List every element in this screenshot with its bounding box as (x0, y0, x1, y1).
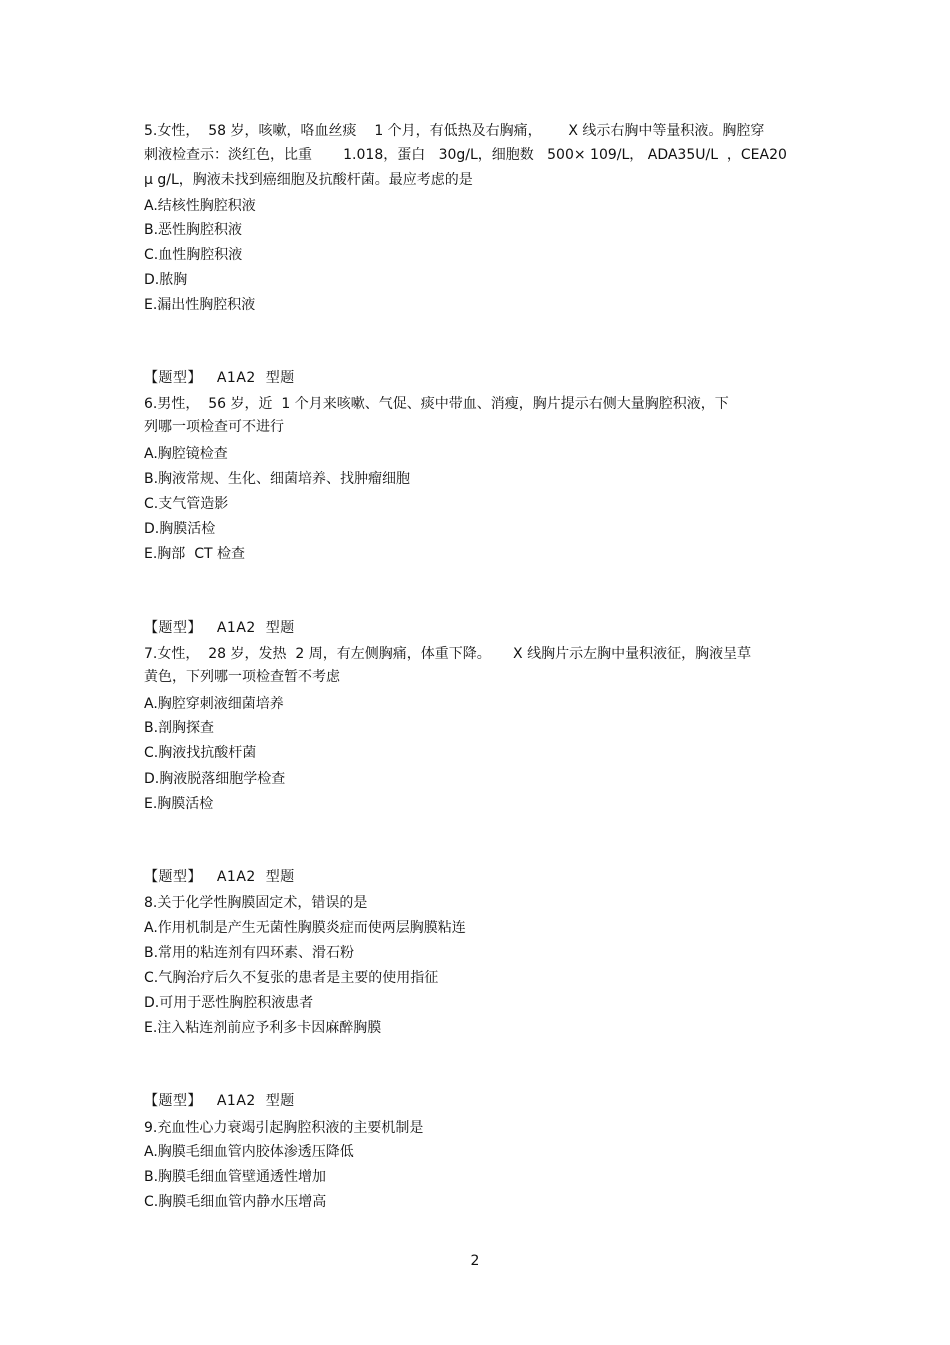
option-a: A.结核性胸腔积液 (144, 198, 256, 214)
option-b: B.胸膜毛细血管壁通透性增加 (144, 1169, 327, 1185)
option-c: C.支气管造影 (144, 496, 229, 512)
option-d: D.可用于恶性胸腔积液患者 (144, 995, 314, 1011)
option-d: D.脓胸 (144, 272, 188, 288)
option-a: A.胸膜毛细血管内胶体渗透压降低 (144, 1144, 354, 1160)
question-stem-line: 列哪一项检查可不进行 (144, 419, 284, 435)
question-type-label: 【题型】 A1A2 型题 (144, 370, 295, 386)
option-b: B.剖胸探查 (144, 720, 215, 736)
option-b: B.恶性胸腔积液 (144, 222, 243, 238)
option-b: B.胸液常规、生化、细菌培养、找肿瘤细胞 (144, 471, 411, 487)
option-e: E.胸膜活检 (144, 796, 214, 812)
option-c: C.胸液找抗酸杆菌 (144, 745, 257, 761)
option-d: D.胸膜活检 (144, 521, 216, 537)
option-c: C.胸膜毛细血管内静水压增高 (144, 1194, 327, 1210)
question-stem-line: 9.充血性心力衰竭引起胸腔积液的主要机制是 (144, 1120, 424, 1136)
question-stem-line: 黄色，下列哪一项检查暂不考虑 (144, 669, 340, 685)
question-stem-line: 6.男性， 56 岁，近 1 个月来咳嗽、气促、痰中带血、消瘦，胸片提示右侧大量胸腔积液，下 (144, 396, 729, 412)
question-stem-line: 7.女性， 28 岁，发热 2 周，有左侧胸痛，体重下降。 X 线胸片示左胸中量积液征，胸液呈草 (144, 646, 752, 662)
question-stem-line: μ g/L，胸液未找到癌细胞及抗酸杆菌。最应考虑的是 (144, 172, 473, 188)
question-type-label: 【题型】 A1A2 型题 (144, 1093, 295, 1109)
option-d: D.胸液脱落细胞学检查 (144, 771, 286, 787)
option-b: B.常用的粘连剂有四环素、滑石粉 (144, 945, 355, 961)
question-type-label: 【题型】 A1A2 型题 (144, 620, 295, 636)
option-a: A.胸腔穿刺液细菌培养 (144, 696, 284, 712)
page-number: 2 (470, 1253, 480, 1269)
option-a: A.胸腔镜检查 (144, 446, 228, 462)
question-stem-line: 刺液检查示：淡红色，比重 1.018，蛋白 30g/L，细胞数 500× 109/L， ADA35U/L ，CEA20 (144, 147, 787, 163)
option-e: E.注入粘连剂前应予利多卡因麻醉胸膜 (144, 1020, 382, 1036)
option-c: C.血性胸腔积液 (144, 247, 243, 263)
option-a: A.作用机制是产生无菌性胸膜炎症而使两层胸膜粘连 (144, 920, 466, 936)
question-stem-line: 8.关于化学性胸膜固定术，错误的是 (144, 895, 368, 911)
option-e: E.胸部 CT 检查 (144, 546, 245, 562)
option-c: C.气胸治疗后久不复张的患者是主要的使用指征 (144, 970, 439, 986)
question-stem-line: 5.女性， 58 岁，咳嗽，咯血丝痰 1 个月，有低热及右胸痛， X 线示右胸中等量积液。胸腔穿 (144, 123, 765, 139)
question-type-label: 【题型】 A1A2 型题 (144, 869, 295, 885)
option-e: E.漏出性胸腔积液 (144, 297, 256, 313)
